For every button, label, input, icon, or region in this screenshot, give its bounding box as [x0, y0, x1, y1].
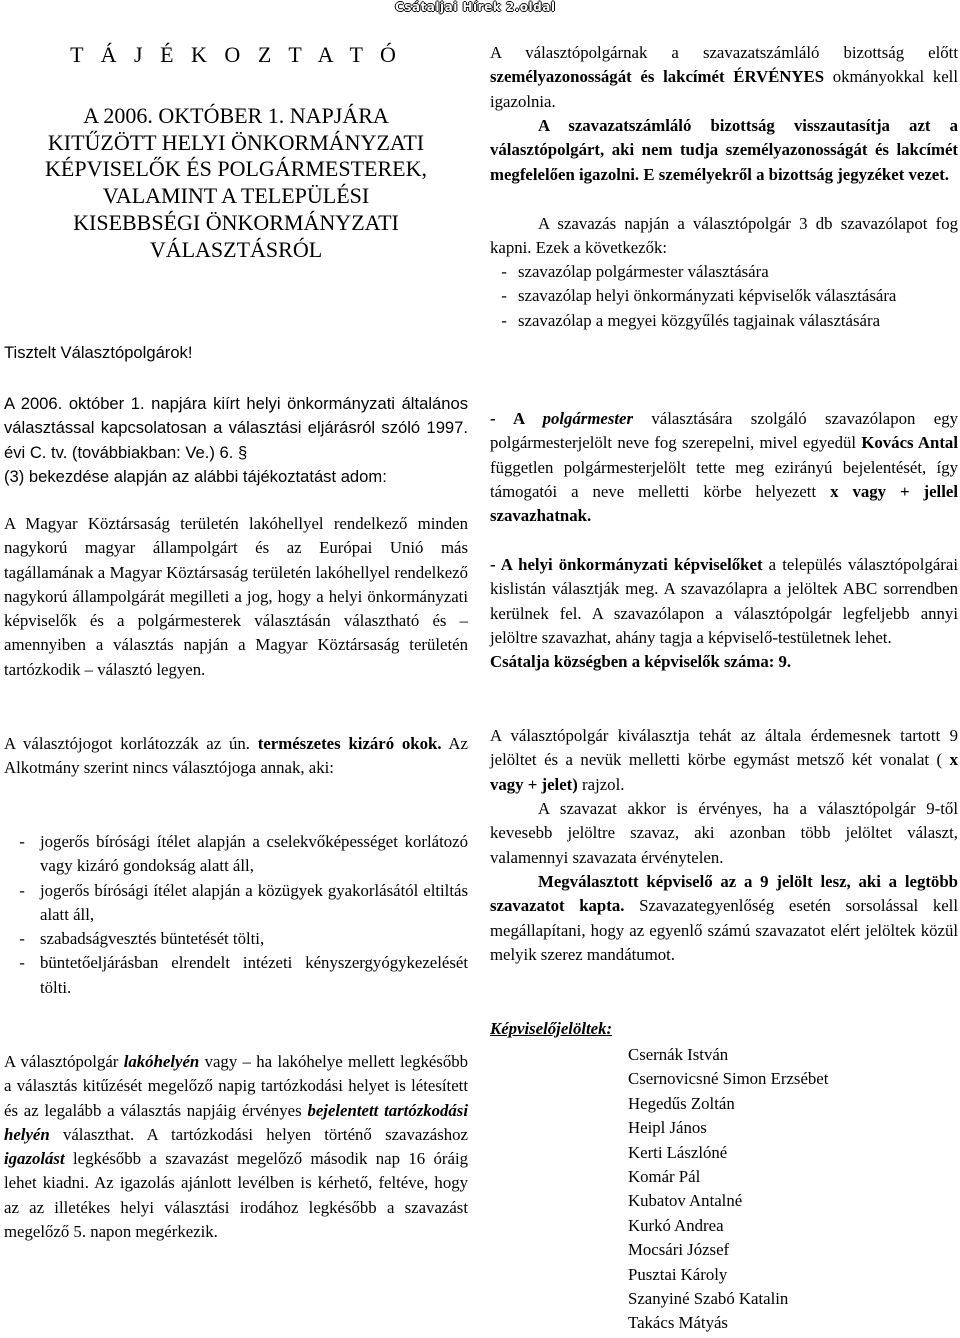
list-item-text: jogerős bírósági ítélet alapján a cselekvőképességet korlátozó vagy kizáró gondokság alatt áll, — [40, 832, 468, 876]
list-item: Heipl János — [628, 1118, 707, 1138]
eligibility-paragraph: A Magyar Köztársaság területén lakóhellyel rendelkező minden nagykorú magyar állampolgárt és az Európai Unió más tagállamának a Magyar Köztársaság területén lakóhellyel rendelkező nagykorú állampolgárát megilleti a jog, hogy a helyi önkormányzati képviselők és a polgármesterek választásán választható és – amennyiben a választás napján a Magyar Köztársaság területén tartózkodik – választó legyen. — [4, 514, 468, 679]
list-item: - büntetőeljárásban elrendelt intézeti kényszergyógykezelését tölti. — [4, 951, 468, 1000]
greeting: Tisztelt Választópolgárok! — [4, 343, 193, 362]
text-run: legkésőbb a szavazást megelőző második nap 16 óráig lehet kiadni. Az igazolás ajánlott levélben is kérhető, feltéve, hogy az az illetékes helyi választási irodához legkésőbb a szavazást megelőző 5. napon megérkezik. — [4, 1149, 468, 1242]
mayor-paragraph — [490, 407, 958, 528]
text-run-bold: Megválasztott képviselő az a 9 jelölt lesz, aki a legtöbb szavazatot kapta. — [490, 872, 958, 916]
text-run-bold-italic: polgármester — [542, 409, 633, 428]
subtitle-line: KÉPVISELŐK ÉS POLGÁRMESTEREK, — [45, 156, 427, 182]
candidates-title: Képviselőjelöltek: — [490, 1019, 613, 1038]
list-item: - jogerős bírósági ítélet alapján a közügyek gyakorlásától eltiltás alatt áll, — [4, 879, 468, 928]
list-item: - szavazólap helyi önkormányzati képviselők választására — [490, 284, 958, 308]
text-run: A választópolgár — [4, 1052, 124, 1071]
subtitle-line: KITŰZÖTT HELYI ÖNKORMÁNYZATI — [47, 129, 425, 155]
intro-text-2: (3) bekezdése alapján az alábbi tájékoztatást adom: — [4, 466, 387, 486]
list-item: - szavazólap polgármester választására — [490, 260, 958, 284]
subtitle-line: VALAMINT A TELEPÜLÉSI — [102, 183, 370, 209]
exclusion-list — [4, 830, 468, 1000]
text-run: A választópolgárnak a szavazatszámláló bizottság előtt — [490, 43, 958, 62]
list-item: Mocsári József — [628, 1240, 730, 1260]
list-item: Csernovicsné Simon Erzsébet — [628, 1069, 829, 1089]
text-run: okmányokkal kell igazolnia. — [490, 67, 958, 111]
list-item: - jogerős bírósági ítélet alapján a cselekvőképességet korlátozó vagy kizáró gondokság alatt áll, — [4, 830, 468, 879]
exclusion-text-a: A választójogot korlátozzák az ún. — [4, 734, 258, 753]
text-run-bold: Csátalja községben a képviselők száma: 9. — [490, 652, 792, 672]
list-item: Kubatov Antalné — [628, 1191, 743, 1211]
list-item-text: jogerős bírósági ítélet alapján a közügyek gyakorlásától eltiltás alatt áll, — [40, 880, 468, 924]
intro-paragraph — [4, 392, 468, 489]
page-title: T Á J É K O Z T A T Ó — [70, 42, 402, 67]
list-item-text: szavazólap helyi önkormányzati képviselők választására — [518, 286, 897, 306]
subtitle-line: VÁLASZTÁSRÓL — [149, 236, 323, 262]
exclusion-text-c: Az Alkotmány szerint nincs választójoga annak, aki: — [4, 734, 468, 778]
list-item: Hegedűs Zoltán — [628, 1093, 735, 1113]
subtitle-line: KISEBBSÉGI ÖNKORMÁNYZATI — [73, 209, 399, 235]
validity-paragraph: A szavazat akkor is érvényes, ha a választópolgár 9-től kevesebb jelöltre szavaz, aki azonban több jelöltet választ, valamennyi szavazata érvénytelen. — [490, 799, 958, 867]
list-item: - szabadságvesztés büntetését tölti, — [4, 927, 468, 951]
text-run: választhat. A tartózkodási helyen történő szavazáshoz — [49, 1124, 468, 1144]
ballots-intro: A szavazás napján a választópolgár 3 db szavazólapot fog kapni. Ezek a következők: — [490, 214, 958, 258]
list-item: Kerti Lászlóné — [628, 1142, 728, 1162]
elected-paragraph — [490, 870, 958, 967]
list-item: Kurkó Andrea — [628, 1215, 724, 1235]
text-run-bold: x vagy + jellel szavazhatnak. — [490, 481, 958, 526]
list-item: - szavazólap a megyei közgyűlés tagjainak választására — [490, 309, 958, 333]
text-run-emphasis: igazolást — [4, 1149, 65, 1169]
text-run-bold: Kovács Antal — [861, 433, 958, 453]
list-item: Szanyiné Szabó Katalin — [628, 1289, 789, 1309]
exclusion-paragraph — [4, 732, 468, 781]
text-run-bold: - A helyi önkormányzati képviselőket — [490, 555, 763, 574]
text-run: Szavazategyenlőség esetén sorsolással kell megállapítani, hogy az egyenlő számú szavazatot elért jelöltek közül melyik szerez mandátumot. — [490, 896, 958, 964]
list-item-text: büntetőeljárásban elrendelt intézeti kényszergyógykezelését tölti. — [40, 953, 468, 997]
text-run-emphasis: lakóhelyén — [123, 1052, 200, 1071]
text-run: független polgármesterjelölt tette meg ezirányú bejelentését, így támogatói a neve melletti körbe helyezett — [490, 457, 958, 501]
identity-paragraph — [490, 41, 958, 114]
exclusion-bold: természetes kizáró okok. — [257, 734, 442, 753]
subtitle — [4, 103, 468, 263]
text-run-bold: személyazonosságát és lakcímét ÉRVÉNYES — [490, 67, 825, 87]
text-run-bold: x vagy + jelet) — [490, 750, 958, 794]
text-run: rajzol. — [577, 774, 625, 794]
list-item: Csernák István — [628, 1045, 729, 1064]
list-item-text: szavazólap a megyei közgyűlés tagjainak választására — [518, 310, 881, 330]
subtitle-line: A 2006. OKTÓBER 1. NAPJÁRA — [83, 103, 389, 128]
council-paragraph — [490, 553, 958, 674]
intro-text: A 2006. október 1. napjára kiírt helyi önkormányzati általános választással kapcsolatosan a választási eljárásról szóló 1997. évi C. tv. (továbbiakban: Ve.) 6. § — [4, 394, 468, 462]
text-run: választására szolgáló szavazólapon egy polgármesterjelölt neve fog szerepelni, mivel egyedül — [490, 409, 958, 453]
list-item-text: szavazólap polgármester választására — [518, 262, 769, 281]
text-run: vagy – ha lakóhelye mellett legkésőbb a választás kitűzését megelőző napig tartózkodási helyet is létesített és az legalább a választás napjáig érvényes — [4, 1052, 469, 1120]
residence-paragraph — [4, 1050, 468, 1244]
list-item: Pusztai Károly — [628, 1264, 728, 1284]
text-run: a település választópolgárai kislistán választják meg. A szavazólapra a jelöltek ABC sorrendben kerülnek fel. A szavazólapon a választópolgár legfeljebb annyi jelöltre szavazhat, ahány tagja a képviselő-testületnek lehet. — [490, 555, 958, 647]
candidate-list — [628, 1043, 828, 1336]
vote-mark-paragraph — [490, 724, 958, 797]
list-item: Takács Mátyás — [628, 1313, 728, 1333]
text-run-emphasis: bejelentett tartózkodási helyén — [4, 1100, 468, 1144]
list-item-text: szabadságvesztés büntetését tölti, — [40, 929, 265, 949]
ballot-list — [490, 260, 958, 333]
text-run: A választópolgár kiválasztja tehát az általa érdemesnek tartott 9 jelöltet és a nevük melletti körbe egymást metsző két vonalat ( — [490, 726, 958, 770]
page-header: Csátaljai Hírek 2.oldal — [395, 0, 556, 14]
text-run-bold: - A — [490, 409, 543, 428]
list-item: Komár Pál — [628, 1167, 701, 1187]
rejection-paragraph: A szavazatszámláló bizottság visszautasítja azt a választópolgárt, aki nem tudja személyazonosságát és lakcímét megfelelően igazolni. E személyekről a bizottság jegyzéket vezet. — [490, 116, 958, 184]
